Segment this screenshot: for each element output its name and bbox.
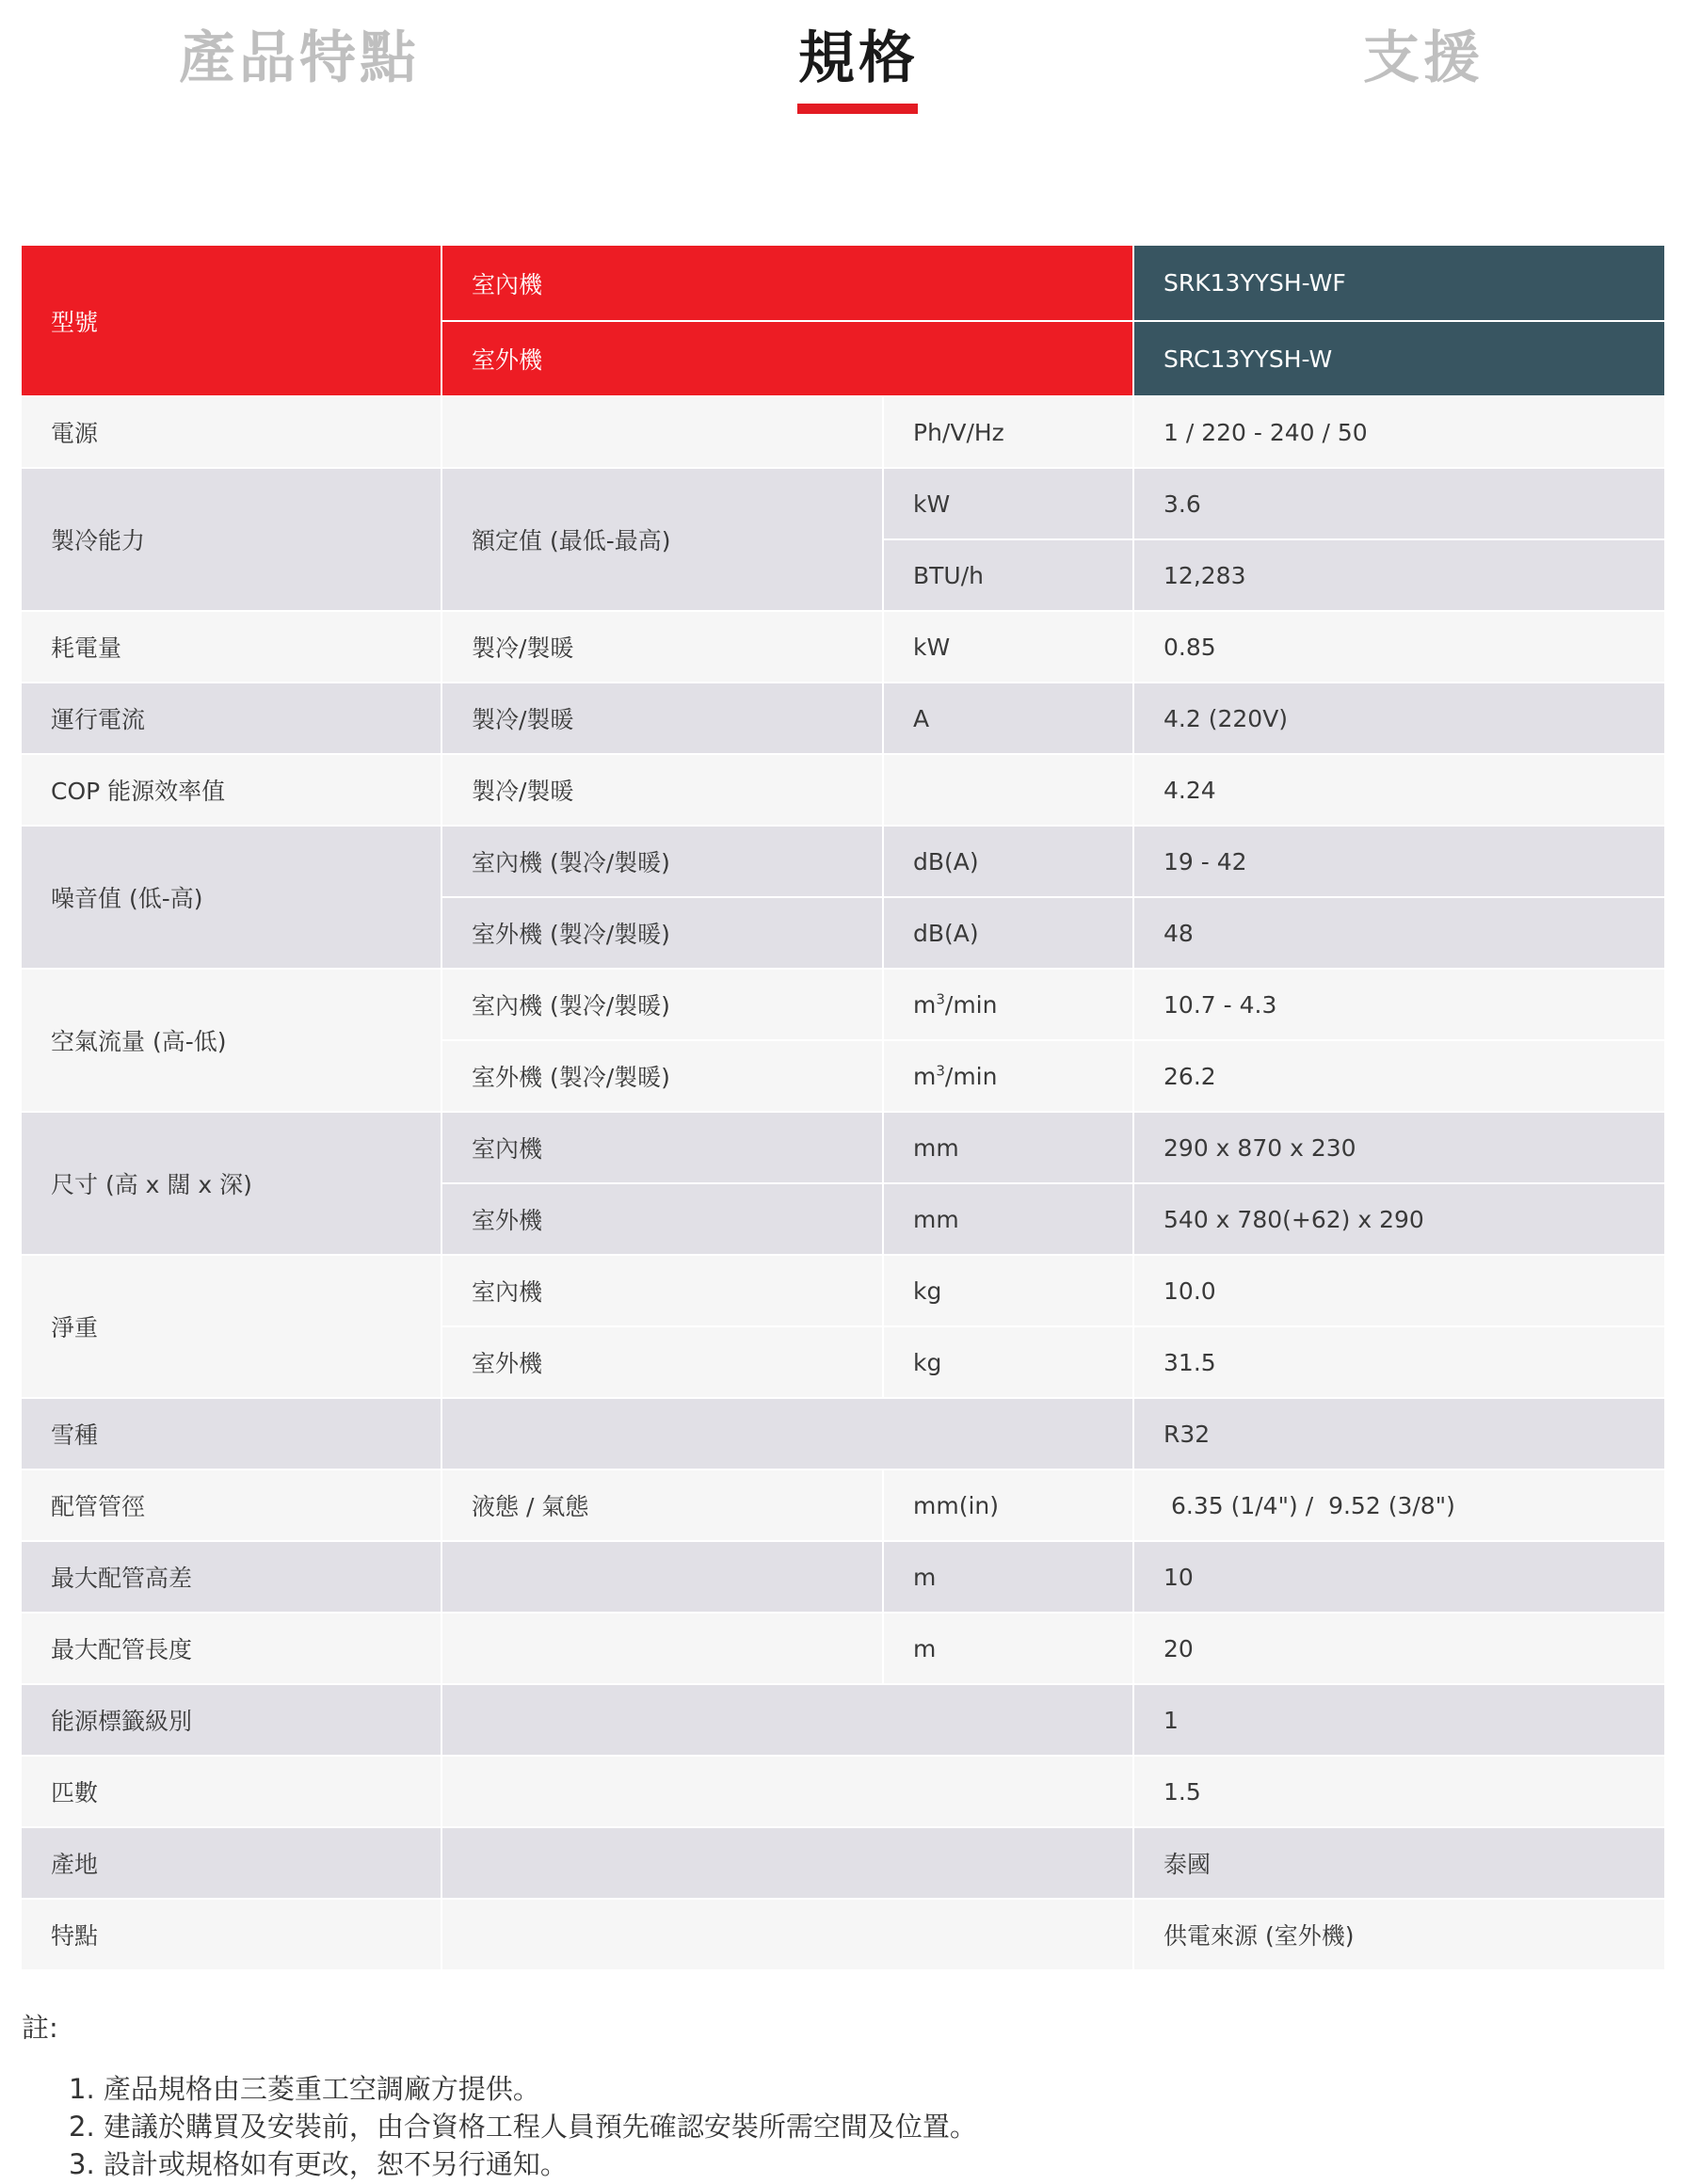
row-sub: 室外機 xyxy=(441,1326,883,1398)
row-unit: dB(A) xyxy=(883,897,1133,969)
row-value: 泰國 xyxy=(1133,1827,1664,1899)
row-sub: 室外機 (製冷/製暖) xyxy=(441,1040,883,1112)
unit-base: m xyxy=(913,990,937,1019)
row-sub: 室內機 (製冷/製暖) xyxy=(441,826,883,897)
row-unit: m xyxy=(883,1541,1133,1613)
note-item: 2. 建議於購買及安裝前，由合資格工程人員預先確認安裝所需空間及位置。 xyxy=(69,2111,977,2143)
row-sub: 室外機 (製冷/製暖) xyxy=(441,897,883,969)
row-sub: 液態 / 氣態 xyxy=(441,1469,883,1541)
row-value: R32 xyxy=(1133,1398,1664,1469)
row-unit: mm xyxy=(883,1183,1133,1255)
note-item: 3. 設計或規格如有更改，恕不另行通知。 xyxy=(69,2148,568,2180)
row-sub: 室內機 (製冷/製暖) xyxy=(441,969,883,1040)
unit-suffix: /min xyxy=(944,1062,998,1090)
row-value: 12,283 xyxy=(1133,539,1664,611)
table-row-pipe xyxy=(22,1469,1664,1541)
row-value: 19 - 42 xyxy=(1133,826,1664,897)
row-sub xyxy=(441,1684,1133,1756)
tab-specifications[interactable]: 規格 xyxy=(798,25,919,91)
row-sub: 製冷/製暖 xyxy=(441,611,883,682)
row-label: COP 能源效率值 xyxy=(22,754,441,826)
row-sub xyxy=(441,396,883,468)
outdoor-unit-label: 室外機 xyxy=(441,321,1133,396)
row-value: 20 xyxy=(1133,1613,1664,1684)
row-value: 3.6 xyxy=(1133,468,1664,539)
tab-features[interactable]: 產品特點 xyxy=(179,25,420,91)
row-sub: 室內機 xyxy=(441,1255,883,1326)
row-value: 4.24 xyxy=(1133,754,1664,826)
table-row-consumption xyxy=(22,611,1664,682)
table-row-model-indoor xyxy=(22,246,1664,321)
table-row-energy-label xyxy=(22,1684,1664,1756)
row-value: 0.85 xyxy=(1133,611,1664,682)
row-label: 製冷能力 xyxy=(22,468,441,611)
table-row-dimensions-indoor xyxy=(22,1112,1664,1183)
row-unit: mm xyxy=(883,1112,1133,1183)
table-row-refrigerant xyxy=(22,1398,1664,1469)
notes-title: 註: xyxy=(22,2012,58,2044)
row-label: 特點 xyxy=(22,1899,441,1970)
row-label: 雪種 xyxy=(22,1398,441,1469)
row-unit: kg xyxy=(883,1255,1133,1326)
row-label: 空氣流量 (高-低) xyxy=(22,969,441,1112)
row-value: 26.2 xyxy=(1133,1040,1664,1112)
row-sub xyxy=(441,1756,1133,1827)
table-row-noise-indoor xyxy=(22,826,1664,897)
row-label: 淨重 xyxy=(22,1255,441,1398)
row-unit: Ph/V/Hz xyxy=(883,396,1133,468)
table-row-current xyxy=(22,682,1664,754)
row-sub: 製冷/製暖 xyxy=(441,682,883,754)
unit-exponent: 3 xyxy=(936,1062,945,1080)
table-row-origin xyxy=(22,1827,1664,1899)
row-sub xyxy=(441,1541,883,1613)
row-value: 290 x 870 x 230 xyxy=(1133,1112,1664,1183)
row-unit: kg xyxy=(883,1326,1133,1398)
unit-exponent: 3 xyxy=(936,990,945,1008)
row-label: 最大配管高差 xyxy=(22,1541,441,1613)
row-value: 供電來源 (室外機) xyxy=(1133,1899,1664,1970)
row-value: 10.0 xyxy=(1133,1255,1664,1326)
table-row-weight-indoor xyxy=(22,1255,1664,1326)
note-item: 1. 產品規格由三菱重工空調廠方提供。 xyxy=(69,2073,540,2105)
row-value: 4.2 (220V) xyxy=(1133,682,1664,754)
outdoor-model-number: SRC13YYSH-W xyxy=(1133,321,1664,396)
row-label: 運行電流 xyxy=(22,682,441,754)
spec-table xyxy=(22,246,1664,1971)
row-unit: m xyxy=(883,1613,1133,1684)
row-unit xyxy=(883,1040,1133,1112)
tab-bar xyxy=(0,0,1685,122)
unit-suffix: /min xyxy=(944,990,998,1019)
table-row-max-length xyxy=(22,1613,1664,1684)
row-sub xyxy=(441,1899,1133,1970)
row-value: 10.7 - 4.3 xyxy=(1133,969,1664,1040)
row-unit xyxy=(883,969,1133,1040)
row-value: 1 / 220 - 240 / 50 xyxy=(1133,396,1664,468)
row-label: 匹數 xyxy=(22,1756,441,1827)
row-sub: 室內機 xyxy=(441,1112,883,1183)
row-label: 電源 xyxy=(22,396,441,468)
table-row-max-height xyxy=(22,1541,1664,1613)
row-unit: BTU/h xyxy=(883,539,1133,611)
table-row-horsepower xyxy=(22,1756,1664,1827)
row-sub: 額定值 (最低-最高) xyxy=(441,468,883,611)
table-row-cooling-kw xyxy=(22,468,1664,539)
row-value: 1.5 xyxy=(1133,1756,1664,1827)
row-unit xyxy=(883,754,1133,826)
table-row-airflow-indoor xyxy=(22,969,1664,1040)
row-label: 最大配管長度 xyxy=(22,1613,441,1684)
row-label: 能源標籤級別 xyxy=(22,1684,441,1756)
row-sub xyxy=(441,1398,1133,1469)
row-unit: mm(in) xyxy=(883,1469,1133,1541)
row-unit: dB(A) xyxy=(883,826,1133,897)
row-label: 耗電量 xyxy=(22,611,441,682)
row-label: 產地 xyxy=(22,1827,441,1899)
row-sub: 室外機 xyxy=(441,1183,883,1255)
row-unit: kW xyxy=(883,468,1133,539)
row-value: 540 x 780(+62) x 290 xyxy=(1133,1183,1664,1255)
notes-list xyxy=(22,2070,977,2183)
row-value: 6.35 (1/4") / 9.52 (3/8") xyxy=(1133,1469,1664,1541)
row-unit: kW xyxy=(883,611,1133,682)
row-value: 31.5 xyxy=(1133,1326,1664,1398)
table-row-feature xyxy=(22,1899,1664,1970)
tab-support[interactable]: 支援 xyxy=(1363,25,1484,91)
row-value: 10 xyxy=(1133,1541,1664,1613)
unit-base: m xyxy=(913,1062,937,1090)
row-label: 尺寸 (高 x 闊 x 深) xyxy=(22,1112,441,1255)
row-sub: 製冷/製暖 xyxy=(441,754,883,826)
row-unit: A xyxy=(883,682,1133,754)
indoor-unit-label: 室內機 xyxy=(441,246,1133,321)
active-tab-indicator xyxy=(797,104,918,114)
row-sub xyxy=(441,1827,1133,1899)
row-label: 噪音值 (低-高) xyxy=(22,826,441,969)
model-label: 型號 xyxy=(22,246,441,396)
row-value: 1 xyxy=(1133,1684,1664,1756)
row-value: 48 xyxy=(1133,897,1664,969)
row-label: 配管管徑 xyxy=(22,1469,441,1541)
notes-section xyxy=(22,2007,977,2183)
row-sub xyxy=(441,1613,883,1684)
table-row-power xyxy=(22,396,1664,468)
indoor-model-number: SRK13YYSH-WF xyxy=(1133,246,1664,321)
table-row-cop xyxy=(22,754,1664,826)
